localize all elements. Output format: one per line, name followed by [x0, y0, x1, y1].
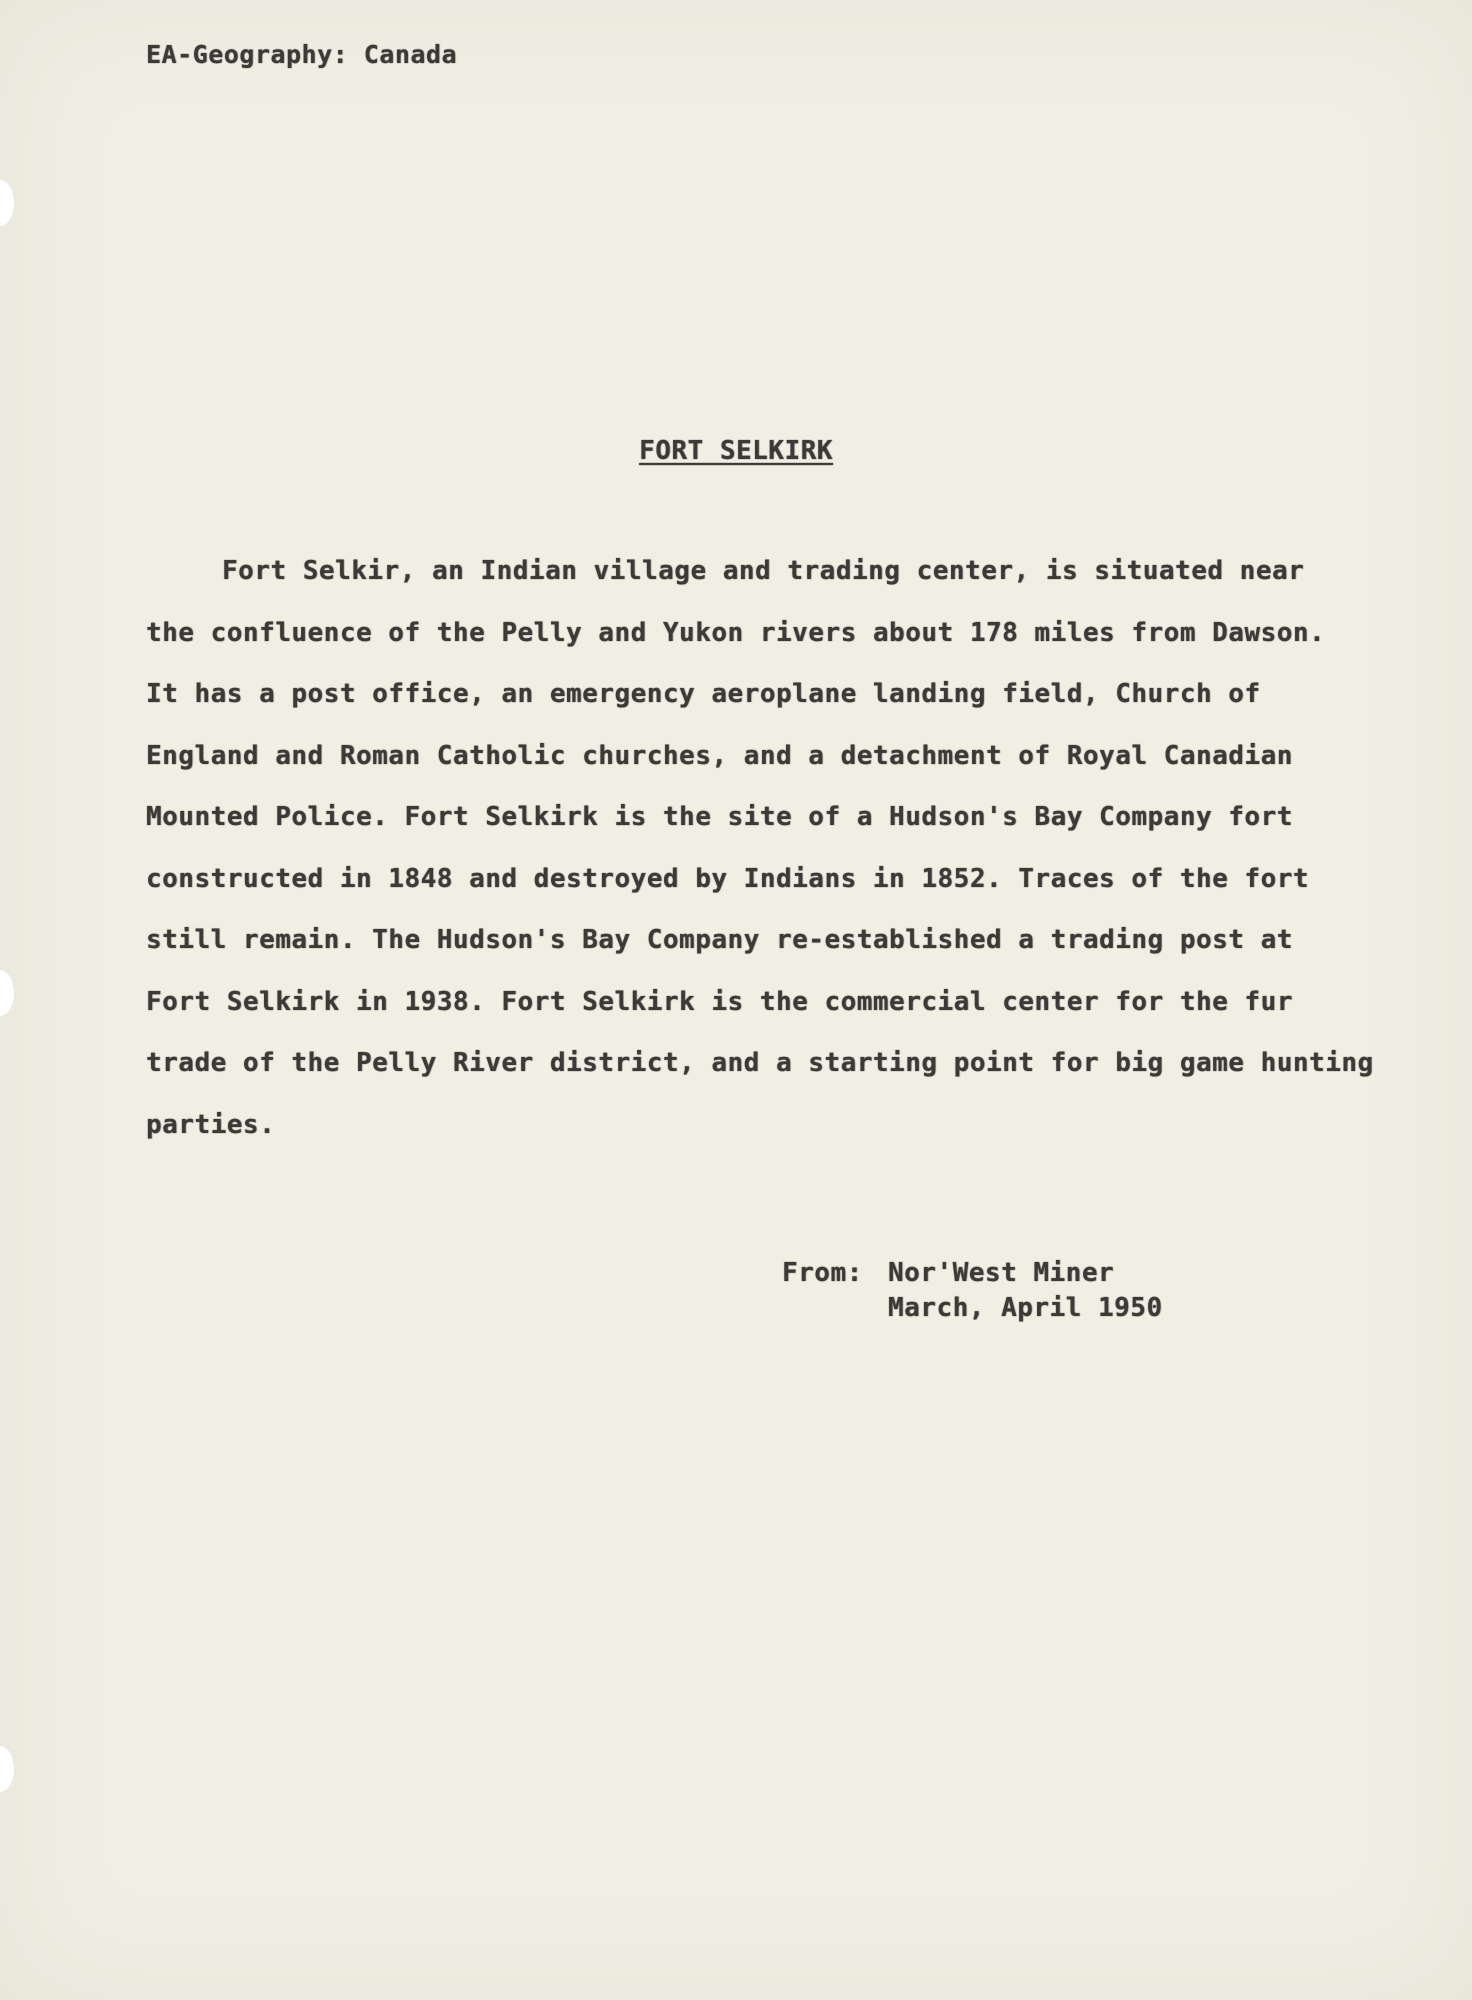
document-title: FORT SELKIRK — [639, 436, 833, 466]
category-header: EA-Geography: Canada — [146, 40, 458, 69]
source-publication-row — [782, 1258, 1163, 1293]
source-label: From: — [782, 1258, 863, 1288]
source-citation — [782, 1258, 1163, 1328]
body-line: Mounted Police. Fort Selkirk is the site of a Hudson's Bay Company fort — [146, 802, 1293, 832]
body-line: Fort Selkirk in 1938. Fort Selkirk is the commercial center for the fur — [146, 986, 1293, 1017]
body-line: parties. — [146, 1109, 276, 1140]
punch-hole — [0, 180, 14, 226]
body-line: still remain. The Hudson's Bay Company re-established a trading post at — [146, 925, 1293, 955]
punch-hole — [0, 1746, 14, 1792]
body-line: England and Roman Catholic churches, and a detachment of Royal Canadian — [146, 740, 1293, 771]
body-paragraph — [146, 556, 1374, 1171]
body-line: constructed in 1848 and destroyed by Indians in 1852. Traces of the fort — [146, 863, 1310, 894]
source-date-row — [782, 1293, 1163, 1328]
punch-hole — [0, 970, 14, 1016]
body-line: It has a post office, an emergency aeroplane landing field, Church of — [146, 679, 1261, 709]
body-line: Fort Selkir, an Indian village and trading center, is situated near — [222, 556, 1305, 586]
source-date: March, April 1950 — [888, 1293, 1163, 1323]
body-line: trade of the Pelly River district, and a starting point for big game hunting — [146, 1048, 1374, 1078]
body-line: the confluence of the Pelly and Yukon rivers about 178 miles from Dawson. — [146, 617, 1326, 648]
source-publication: Nor'West Miner — [888, 1258, 1115, 1288]
